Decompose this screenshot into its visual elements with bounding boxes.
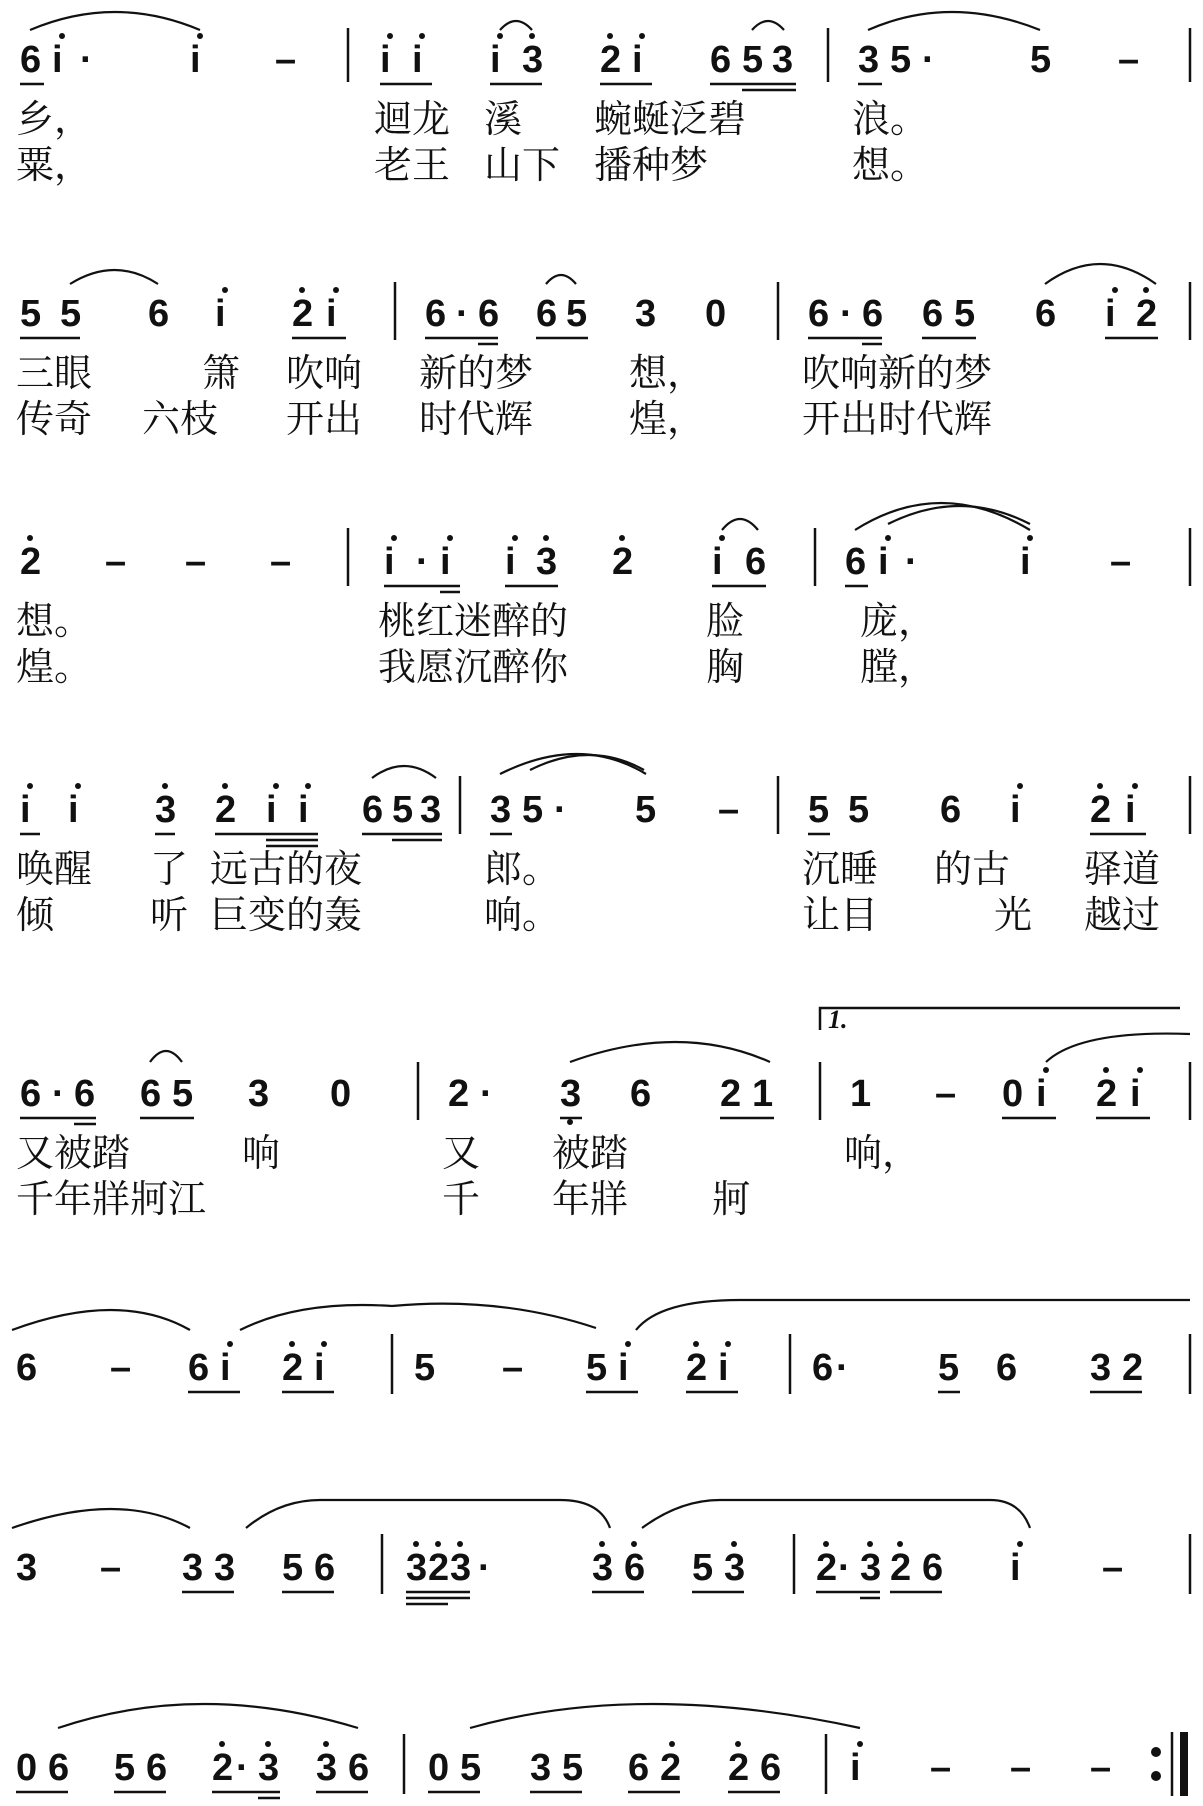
octave-dot bbox=[59, 33, 65, 39]
octave-dot bbox=[321, 1341, 327, 1347]
note: i bbox=[1020, 541, 1031, 583]
note: 6 bbox=[745, 541, 767, 583]
slur bbox=[888, 506, 1030, 524]
octave-dot bbox=[731, 1541, 737, 1547]
note: 3 bbox=[592, 1547, 614, 1589]
note: · bbox=[236, 1747, 249, 1789]
note: 2 bbox=[660, 1747, 682, 1789]
slur bbox=[372, 766, 436, 778]
note: – bbox=[105, 541, 127, 583]
lyric-verse-1: 了 bbox=[150, 847, 189, 891]
slur bbox=[240, 1305, 392, 1330]
lyric-verse-1: 乡， bbox=[16, 97, 93, 141]
octave-dot bbox=[299, 287, 305, 293]
note: – bbox=[100, 1547, 122, 1589]
note: 0 bbox=[1002, 1073, 1024, 1115]
lyric-verse-2: 时代辉 bbox=[419, 397, 534, 441]
note: i bbox=[215, 293, 226, 335]
octave-dot bbox=[639, 33, 645, 39]
note: · bbox=[416, 541, 429, 583]
slur bbox=[752, 21, 784, 30]
note: 6 bbox=[862, 293, 884, 335]
note: – bbox=[1110, 541, 1132, 583]
volta-bracket bbox=[820, 1008, 1180, 1030]
octave-dot bbox=[289, 1341, 295, 1347]
octave-dot bbox=[75, 783, 81, 789]
note: · bbox=[905, 541, 918, 583]
note: 5 bbox=[282, 1547, 304, 1589]
octave-dot bbox=[333, 287, 339, 293]
lyric-verse-1: 远古的夜 bbox=[210, 847, 363, 891]
note: 6 bbox=[1035, 293, 1057, 335]
note: 5 bbox=[742, 39, 764, 81]
note: i bbox=[20, 789, 31, 831]
octave-dot bbox=[1017, 1541, 1023, 1547]
note: 6 bbox=[940, 789, 962, 831]
note: i bbox=[712, 541, 723, 583]
note: 1 bbox=[850, 1073, 872, 1115]
note: 6 bbox=[628, 1747, 650, 1789]
note: – bbox=[935, 1073, 957, 1115]
note: 2 bbox=[686, 1347, 708, 1389]
octave-dot bbox=[27, 535, 33, 541]
lyric-verse-1: 又被踏 bbox=[16, 1131, 131, 1175]
note: 3 bbox=[182, 1547, 204, 1589]
note: i bbox=[440, 541, 451, 583]
note: – bbox=[930, 1747, 952, 1789]
lyric-verse-1: 又 bbox=[442, 1131, 481, 1175]
lyric-verse-1: 的古 bbox=[934, 847, 1011, 891]
note: 0 bbox=[705, 293, 727, 335]
lyric-verse-2: 煌。 bbox=[16, 645, 93, 689]
note: i bbox=[412, 39, 423, 81]
lyric-verse-2: 千年牂牁江 bbox=[16, 1177, 207, 1221]
octave-dot bbox=[867, 1541, 873, 1547]
lyric-verse-2: 山下 bbox=[484, 143, 561, 187]
octave-dot bbox=[1103, 1067, 1109, 1073]
note: · bbox=[836, 1347, 849, 1389]
octave-dot bbox=[323, 1741, 329, 1747]
note: · bbox=[840, 293, 853, 335]
octave-dot bbox=[435, 1541, 441, 1547]
note: i bbox=[190, 39, 201, 81]
lyric-verse-2: 千 bbox=[442, 1177, 481, 1221]
octave-dot bbox=[222, 783, 228, 789]
octave-dot bbox=[631, 1541, 637, 1547]
slur bbox=[642, 1500, 1030, 1528]
octave-dot bbox=[1143, 287, 1149, 293]
octave-dot bbox=[599, 1541, 605, 1547]
note: 6 bbox=[624, 1547, 646, 1589]
slur bbox=[722, 519, 758, 530]
octave-dot bbox=[1017, 783, 1023, 789]
staff-line-8 bbox=[16, 1704, 1188, 1798]
lyric-verse-1: 郎。 bbox=[484, 847, 561, 891]
lyric-verse-2: 我愿沉醉你 bbox=[378, 645, 569, 689]
note: 2 bbox=[816, 1547, 838, 1589]
note: 3 bbox=[450, 1547, 472, 1589]
note: 2 bbox=[1122, 1347, 1144, 1389]
note: 3 bbox=[560, 1073, 582, 1115]
note: 5 bbox=[848, 789, 870, 831]
staff-line-7 bbox=[12, 1500, 1190, 1604]
octave-dot bbox=[457, 1541, 463, 1547]
note: 5 bbox=[522, 789, 544, 831]
note: i bbox=[850, 1747, 861, 1789]
note: 5 bbox=[20, 293, 42, 335]
note: · bbox=[478, 1547, 491, 1589]
note: i bbox=[878, 541, 889, 583]
slur bbox=[570, 1042, 770, 1062]
slur bbox=[546, 275, 576, 284]
note: 5 bbox=[635, 789, 657, 831]
lyric-verse-1: 响 bbox=[242, 1131, 281, 1175]
slur bbox=[246, 1500, 610, 1528]
lyric-verse-1: 新的梦 bbox=[419, 351, 534, 395]
staff-line-2 bbox=[16, 264, 1190, 441]
low-octave-dot bbox=[567, 1119, 573, 1125]
lyric-verse-1: 迴龙 bbox=[374, 97, 451, 141]
note: 2 bbox=[448, 1073, 470, 1115]
note: 6 bbox=[74, 1073, 96, 1115]
slur bbox=[1045, 264, 1156, 284]
octave-dot bbox=[1027, 535, 1033, 541]
lyric-verse-2: 倾 bbox=[16, 893, 55, 937]
note: 6 bbox=[20, 39, 42, 81]
note: i bbox=[1036, 1073, 1047, 1115]
octave-dot bbox=[543, 535, 549, 541]
note: 5 bbox=[414, 1347, 436, 1389]
octave-dot bbox=[693, 1341, 699, 1347]
octave-dot bbox=[219, 1741, 225, 1747]
lyric-verse-2: 巨变的轰 bbox=[210, 893, 363, 937]
slur bbox=[636, 1300, 1190, 1330]
note: 2 bbox=[600, 39, 622, 81]
note: – bbox=[718, 789, 740, 831]
lyric-verse-2: 响。 bbox=[484, 893, 561, 937]
lyric-verse-1: 蜿蜒泛碧 bbox=[594, 97, 747, 141]
note: 5 bbox=[692, 1547, 714, 1589]
slur bbox=[58, 1704, 358, 1728]
note: i bbox=[1010, 789, 1021, 831]
lyric-verse-1: 箫 bbox=[202, 351, 241, 395]
octave-dot bbox=[529, 33, 535, 39]
octave-dot bbox=[1132, 783, 1138, 789]
note: i bbox=[1105, 293, 1116, 335]
octave-dot bbox=[669, 1741, 675, 1747]
lyric-verse-2: 传奇 bbox=[16, 397, 93, 441]
note: · bbox=[838, 1547, 851, 1589]
note: 6 bbox=[922, 293, 944, 335]
note: 3 bbox=[490, 789, 512, 831]
note: 6 bbox=[140, 1073, 162, 1115]
lyric-verse-2: 粟， bbox=[16, 143, 93, 187]
note: 5 bbox=[954, 293, 976, 335]
octave-dot bbox=[512, 535, 518, 541]
note: 6 bbox=[808, 293, 830, 335]
lyric-verse-1: 响， bbox=[844, 1131, 921, 1175]
lyric-verse-1: 唤醒 bbox=[16, 847, 93, 891]
staff-line-5 bbox=[16, 1005, 1190, 1221]
note: 5 bbox=[808, 789, 830, 831]
note: 2 bbox=[890, 1547, 912, 1589]
staff-line-3 bbox=[16, 503, 1190, 689]
volta-label: 1. bbox=[828, 1005, 848, 1034]
note: i bbox=[298, 789, 309, 831]
lyric-verse-2: 开出时代辉 bbox=[802, 397, 993, 441]
note: 5 bbox=[114, 1747, 136, 1789]
note: 2 bbox=[215, 789, 237, 831]
note: 6 bbox=[996, 1347, 1018, 1389]
note: 6 bbox=[348, 1747, 370, 1789]
lyric-verse-2: 膛， bbox=[860, 645, 937, 689]
note: 6 bbox=[148, 293, 170, 335]
octave-dot bbox=[1097, 783, 1103, 789]
note: i bbox=[384, 541, 395, 583]
note: 3 bbox=[1090, 1347, 1112, 1389]
octave-dot bbox=[1112, 287, 1118, 293]
octave-dot bbox=[885, 535, 891, 541]
note: 5 bbox=[890, 39, 912, 81]
note: · bbox=[554, 789, 567, 831]
note: 5 bbox=[460, 1747, 482, 1789]
staff-line-6 bbox=[12, 1300, 1190, 1394]
note: 3 bbox=[155, 789, 177, 831]
note: 6 bbox=[48, 1747, 70, 1789]
note: 2 bbox=[20, 541, 42, 583]
note: – bbox=[275, 39, 297, 81]
note: 1 bbox=[752, 1073, 774, 1115]
lyric-verse-1: 脸 bbox=[706, 599, 745, 643]
slur bbox=[392, 1304, 596, 1328]
lyric-verse-2: 牁 bbox=[712, 1177, 751, 1221]
note: 6 bbox=[760, 1747, 782, 1789]
note: 5 bbox=[562, 1747, 584, 1789]
note: 2 bbox=[212, 1747, 234, 1789]
slur bbox=[70, 270, 158, 284]
note: i bbox=[220, 1347, 231, 1389]
octave-dot bbox=[197, 33, 203, 39]
note: i bbox=[68, 789, 79, 831]
lyric-verse-1: 庞， bbox=[860, 599, 937, 643]
octave-dot bbox=[497, 33, 503, 39]
note: 6 bbox=[188, 1347, 210, 1389]
lyric-verse-2: 越过 bbox=[1084, 893, 1161, 937]
lyric-verse-1: 想， bbox=[629, 351, 706, 395]
note: 3 bbox=[316, 1747, 338, 1789]
note: 6 bbox=[20, 1073, 42, 1115]
slur bbox=[868, 12, 1040, 30]
note: 3 bbox=[635, 293, 657, 335]
note: 0 bbox=[330, 1073, 352, 1115]
octave-dot bbox=[625, 1341, 631, 1347]
note: 3 bbox=[860, 1547, 882, 1589]
lyric-verse-1: 桃红迷醉的 bbox=[378, 599, 569, 643]
octave-dot bbox=[227, 1341, 233, 1347]
note: i bbox=[380, 39, 391, 81]
note: i bbox=[618, 1347, 629, 1389]
note: 3 bbox=[16, 1547, 38, 1589]
note: – bbox=[1118, 39, 1140, 81]
note: 3 bbox=[248, 1073, 270, 1115]
octave-dot bbox=[447, 535, 453, 541]
note: 2 bbox=[1090, 789, 1112, 831]
note: i bbox=[1010, 1547, 1021, 1589]
note: 6 bbox=[425, 293, 447, 335]
note: 3 bbox=[420, 789, 442, 831]
note: i bbox=[266, 789, 277, 831]
note: · bbox=[922, 39, 935, 81]
octave-dot bbox=[823, 1541, 829, 1547]
staff-line-4 bbox=[16, 754, 1190, 937]
lyric-verse-2: 年牂 bbox=[552, 1177, 629, 1221]
note: 3 bbox=[858, 39, 880, 81]
octave-dot bbox=[619, 535, 625, 541]
note: 5 bbox=[392, 789, 414, 831]
note: 5 bbox=[1030, 39, 1052, 81]
note: 5 bbox=[586, 1347, 608, 1389]
note: 2 bbox=[1136, 293, 1158, 335]
lyric-verse-2: 让目 bbox=[802, 893, 879, 937]
note: i bbox=[505, 541, 516, 583]
octave-dot bbox=[387, 33, 393, 39]
note: 3 bbox=[522, 39, 544, 81]
note: 6 bbox=[536, 293, 558, 335]
lyric-verse-1: 溪 bbox=[484, 97, 523, 141]
note: 6 bbox=[146, 1747, 168, 1789]
octave-dot bbox=[607, 33, 613, 39]
note: – bbox=[270, 541, 292, 583]
lyric-verse-1: 浪。 bbox=[852, 97, 929, 141]
note: – bbox=[1090, 1747, 1112, 1789]
note: 6 bbox=[922, 1547, 944, 1589]
octave-dot bbox=[222, 287, 228, 293]
note: i bbox=[1130, 1073, 1141, 1115]
lyric-verse-2: 想。 bbox=[852, 143, 929, 187]
slur bbox=[1046, 1034, 1190, 1062]
staff-line-1 bbox=[16, 12, 1190, 187]
octave-dot bbox=[273, 783, 279, 789]
lyric-verse-2: 老王 bbox=[374, 143, 451, 187]
note: 6 bbox=[314, 1547, 336, 1589]
note: 3 bbox=[772, 39, 794, 81]
note: 3 bbox=[258, 1747, 280, 1789]
note: · bbox=[52, 1073, 65, 1115]
octave-dot bbox=[162, 783, 168, 789]
octave-dot bbox=[897, 1541, 903, 1547]
note: 6 bbox=[16, 1347, 38, 1389]
octave-dot bbox=[735, 1741, 741, 1747]
lyric-verse-1: 被踏 bbox=[552, 1131, 629, 1175]
lyric-verse-1: 吹响新的梦 bbox=[802, 351, 993, 395]
note: · bbox=[80, 39, 93, 81]
note: 6 bbox=[710, 39, 732, 81]
note: 2 bbox=[612, 541, 634, 583]
note: 6 bbox=[362, 789, 384, 831]
note: 5 bbox=[172, 1073, 194, 1115]
note: 3 bbox=[406, 1547, 428, 1589]
lyric-verse-1: 三眼 bbox=[16, 351, 93, 395]
note: 2 bbox=[1096, 1073, 1118, 1115]
octave-dot bbox=[1137, 1067, 1143, 1073]
octave-dot bbox=[1043, 1067, 1049, 1073]
lyric-verse-2: 六枝 bbox=[142, 397, 219, 441]
note: – bbox=[502, 1347, 524, 1389]
slur bbox=[30, 12, 200, 30]
end-repeat-barline bbox=[1151, 1732, 1188, 1796]
octave-dot bbox=[27, 783, 33, 789]
note: – bbox=[1102, 1547, 1124, 1589]
note: 5 bbox=[60, 293, 82, 335]
slur bbox=[150, 1051, 182, 1062]
octave-dot bbox=[857, 1741, 863, 1747]
note: – bbox=[110, 1347, 132, 1389]
note: 6 bbox=[630, 1073, 652, 1115]
note: 5 bbox=[938, 1347, 960, 1389]
slur bbox=[500, 21, 532, 30]
note: i bbox=[490, 39, 501, 81]
note: i bbox=[326, 293, 337, 335]
slur bbox=[12, 1310, 190, 1330]
note: 3 bbox=[214, 1547, 236, 1589]
note: 3 bbox=[536, 541, 558, 583]
lyric-verse-2: 听 bbox=[150, 893, 189, 937]
lyric-verse-1: 想。 bbox=[16, 599, 93, 643]
note: i bbox=[632, 39, 643, 81]
note: 5 bbox=[566, 293, 588, 335]
note: 2 bbox=[282, 1347, 304, 1389]
lyric-verse-2: 开出 bbox=[286, 397, 363, 441]
octave-dot bbox=[391, 535, 397, 541]
note: i bbox=[52, 39, 63, 81]
octave-dot bbox=[413, 1541, 419, 1547]
note: i bbox=[718, 1347, 729, 1389]
note: 0 bbox=[428, 1747, 450, 1789]
octave-dot bbox=[305, 783, 311, 789]
note: 2 bbox=[720, 1073, 742, 1115]
note: · bbox=[456, 293, 469, 335]
note: 3 bbox=[530, 1747, 552, 1789]
note: i bbox=[314, 1347, 325, 1389]
slur bbox=[470, 1704, 860, 1728]
octave-dot bbox=[265, 1741, 271, 1747]
note: 2 bbox=[292, 293, 314, 335]
note: 6 bbox=[845, 541, 867, 583]
note: 2 bbox=[728, 1747, 750, 1789]
lyric-verse-2: 胸 bbox=[706, 645, 745, 689]
lyric-verse-2: 煌， bbox=[629, 397, 706, 441]
note: – bbox=[185, 541, 207, 583]
octave-dot bbox=[419, 33, 425, 39]
note: 6 bbox=[478, 293, 500, 335]
note: · bbox=[480, 1073, 493, 1115]
slur bbox=[12, 1509, 190, 1528]
lyric-verse-1: 吹响 bbox=[286, 351, 363, 395]
note: 3 bbox=[724, 1547, 746, 1589]
lyric-verse-1: 沉睡 bbox=[802, 847, 879, 891]
lyric-verse-2: 光 bbox=[994, 893, 1033, 937]
octave-dot bbox=[719, 535, 725, 541]
note: – bbox=[1010, 1747, 1032, 1789]
octave-dot bbox=[725, 1341, 731, 1347]
note: 0 bbox=[16, 1747, 38, 1789]
note: 2 bbox=[428, 1547, 450, 1589]
note: 6 bbox=[812, 1347, 834, 1389]
note: i bbox=[1125, 789, 1136, 831]
lyric-verse-2: 播种梦 bbox=[594, 143, 709, 187]
lyric-verse-1: 驿道 bbox=[1084, 847, 1161, 891]
